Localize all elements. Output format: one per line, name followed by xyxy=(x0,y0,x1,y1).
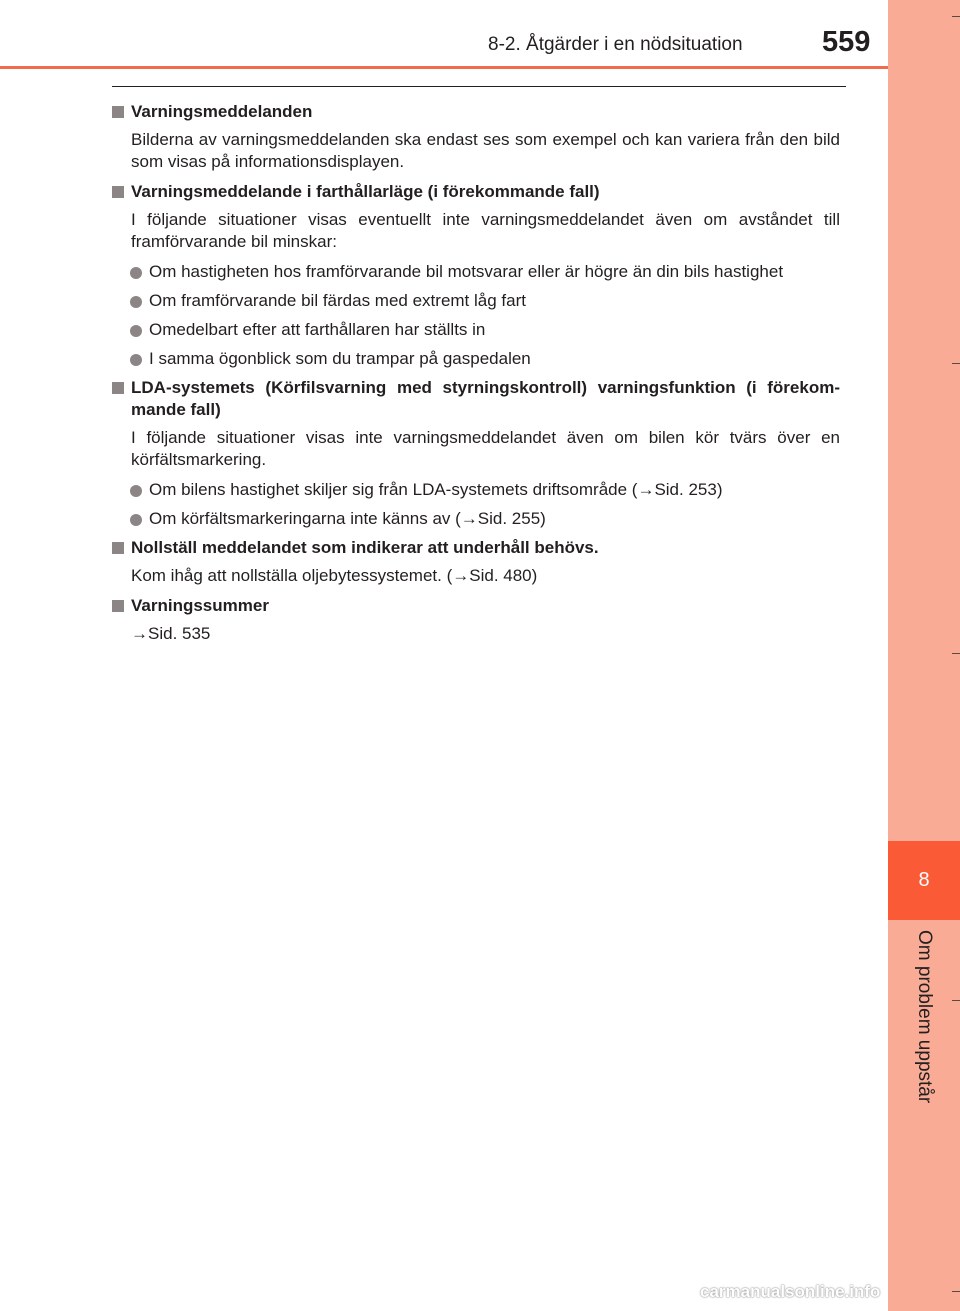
paragraph: Kom ihåg att nollställa oljebytessystemet. (→Sid. 480) xyxy=(131,566,538,585)
list-item: I samma ögonblick som du trampar på gaspedalen xyxy=(112,348,840,370)
chapter-number: 8 xyxy=(918,869,930,891)
chapter-title-vertical xyxy=(888,930,960,1130)
side-tick xyxy=(952,363,960,364)
section-heading: Varningsmeddelande i farthållarläge (i förekommande fall) xyxy=(112,181,840,203)
page-number: 559 xyxy=(822,26,871,58)
section-title: 8-2. Åtgärder i en nödsituation xyxy=(488,34,743,55)
round-bullet-icon xyxy=(130,267,142,279)
chapter-title: Om problem uppstår xyxy=(914,930,935,1104)
watermark: carmanualsonline.info xyxy=(700,1282,881,1301)
header-rule xyxy=(0,66,888,69)
paragraph: Bilderna av varningsmeddelanden ska endast ses som exempel och kan variera från den bild som visas på informationsdisplayen. xyxy=(131,130,840,171)
chapter-tab[interactable] xyxy=(888,841,960,920)
square-bullet-icon xyxy=(112,382,124,394)
round-bullet-icon xyxy=(130,296,142,308)
square-bullet-icon xyxy=(112,542,124,554)
list-item: Omedelbart efter att farthållaren har ställts in xyxy=(112,319,840,341)
content-body xyxy=(112,101,840,653)
section-heading: Varningsmeddelanden xyxy=(112,101,840,123)
paragraph: I följande situationer visas eventuellt inte varningsmeddelandet även om avståndet till framförvarande bil minskar: xyxy=(131,210,840,251)
list-item: Om bilens hastighet skiljer sig från LDA-systemets driftsområde (→Sid. 253) xyxy=(112,479,840,501)
round-bullet-icon xyxy=(130,325,142,337)
side-tick xyxy=(952,1291,960,1292)
content-rule xyxy=(112,86,846,87)
list-item: Om körfältsmarkeringarna inte känns av (→Sid. 255) xyxy=(112,508,840,530)
round-bullet-icon xyxy=(130,514,142,526)
paragraph: I följande situationer visas inte varningsmeddelandet även om bilen kör tvärs över en körfältsmarkering. xyxy=(131,428,840,469)
side-tick xyxy=(952,16,960,17)
page-reference-link[interactable]: →Sid. 535 xyxy=(131,624,211,643)
section-heading: LDA-systemets (Körfilsvarning med styrningskontroll) varningsfunktion (i förekom-mande fall) xyxy=(112,377,840,421)
list-item: Om framförvarande bil färdas med extremt låg fart xyxy=(112,290,840,312)
square-bullet-icon xyxy=(112,106,124,118)
section-heading: Nollställ meddelandet som indikerar att underhåll behövs. xyxy=(112,537,840,559)
side-tick xyxy=(952,653,960,654)
square-bullet-icon xyxy=(112,600,124,612)
round-bullet-icon xyxy=(130,354,142,366)
section-heading: Varningssummer xyxy=(112,595,840,617)
square-bullet-icon xyxy=(112,186,124,198)
round-bullet-icon xyxy=(130,485,142,497)
list-item: Om hastigheten hos framförvarande bil motsvarar eller är högre än din bils hastighet xyxy=(112,261,840,283)
